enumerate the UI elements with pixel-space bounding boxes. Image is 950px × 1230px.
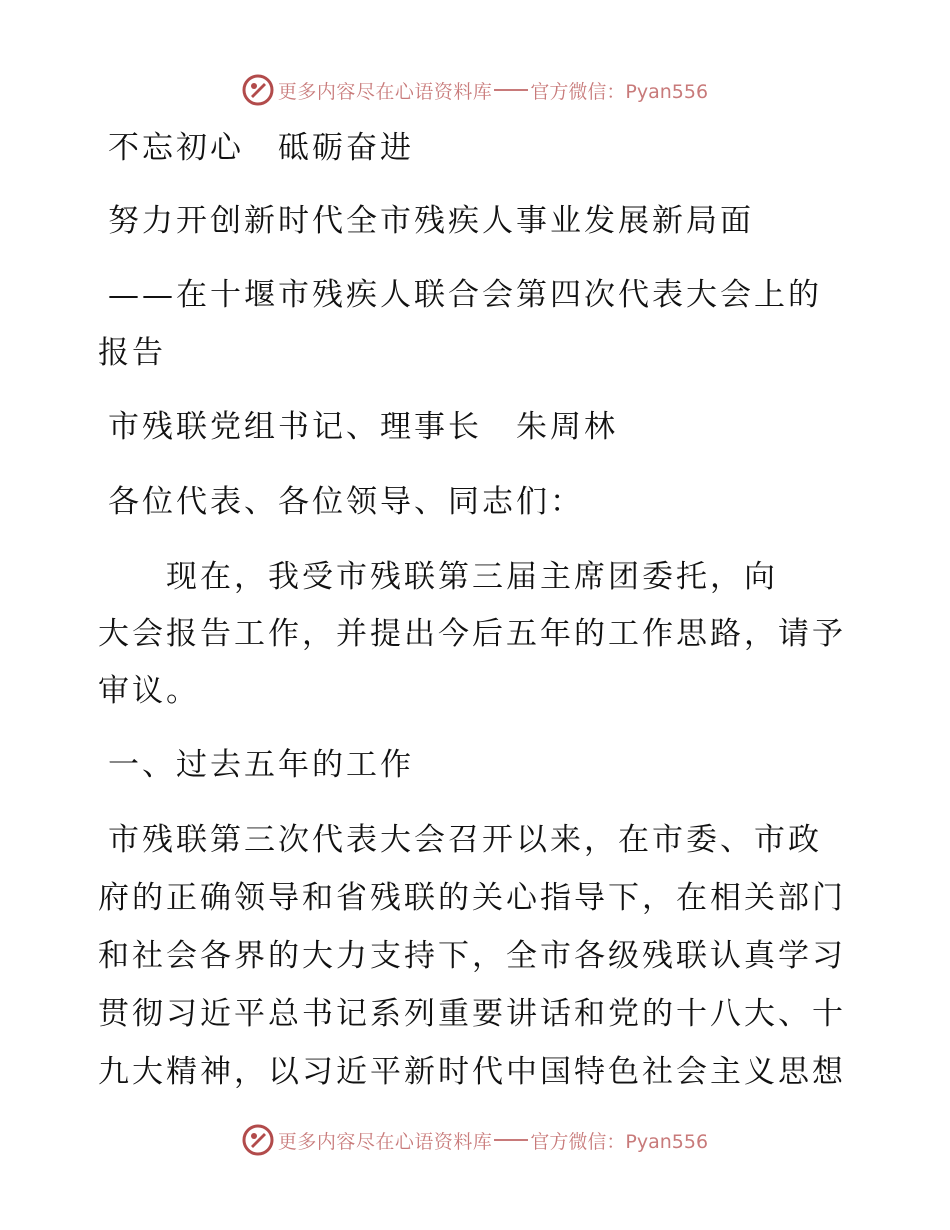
doc-report-line-1: ——在十堰市残疾人联合会第四次代表大会上的 xyxy=(108,277,822,313)
banner-wechat: 官方微信：Pyan556 xyxy=(530,1130,709,1153)
brand-logo-icon xyxy=(242,74,274,106)
doc-paragraph-2-line-2: 府的正确领导和省残联的关心指导下，在相关部门 xyxy=(98,880,846,916)
doc-author: 市残联党组书记、理事长 朱周林 xyxy=(108,409,618,445)
doc-title: 不忘初心 砥砺奋进 xyxy=(108,130,414,166)
doc-paragraph-1-line-1: 现在，我受市残联第三届主席团委托，向 xyxy=(98,559,778,595)
doc-section-heading: 一、过去五年的工作 xyxy=(108,747,414,783)
banner-dash xyxy=(494,1139,528,1141)
banner-wechat: 官方微信：Pyan556 xyxy=(530,80,709,103)
doc-paragraph-2-line-1: 市残联第三次代表大会召开以来，在市委、市政 xyxy=(108,822,822,858)
doc-subtitle: 努力开创新时代全市残疾人事业发展新局面 xyxy=(108,203,754,239)
doc-paragraph-2-line-3: 和社会各界的大力支持下，全市各级残联认真学习 xyxy=(98,938,846,974)
banner-text: 更多内容尽在心语资料库 xyxy=(277,1130,493,1153)
doc-paragraph-2-line-4: 贯彻习近平总书记系列重要讲话和党的十八大、十 xyxy=(98,996,846,1032)
banner-dash xyxy=(494,89,528,91)
doc-paragraph-1-line-2: 大会报告工作，并提出今后五年的工作思路，请予 xyxy=(98,616,846,652)
footer-banner xyxy=(0,1120,950,1160)
doc-paragraph-2-line-5: 九大精神，以习近平新时代中国特色社会主义思想 xyxy=(98,1054,846,1090)
banner-text: 更多内容尽在心语资料库 xyxy=(277,80,493,103)
doc-report-line-2: 报告 xyxy=(98,335,166,371)
brand-logo-icon xyxy=(242,1124,274,1156)
doc-paragraph-1-line-3: 审议。 xyxy=(98,673,200,709)
doc-salutation: 各位代表、各位领导、同志们： xyxy=(108,484,584,520)
header-banner xyxy=(0,70,950,110)
